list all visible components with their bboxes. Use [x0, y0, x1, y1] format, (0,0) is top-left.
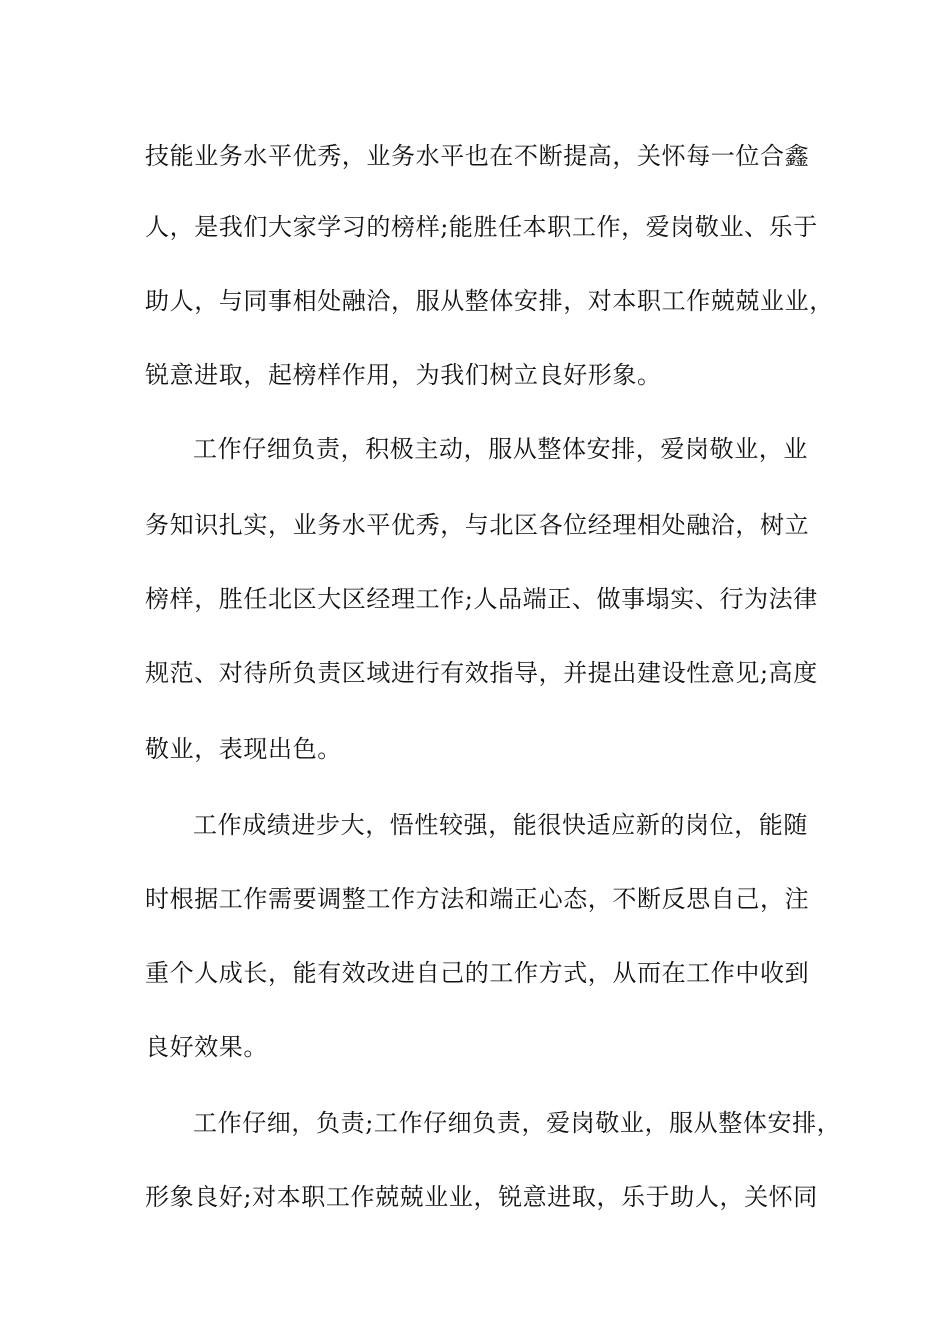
text-line: 人，是我们大家学习的榜样;能胜任本职工作，爱岗敬业、乐于 [145, 213, 818, 241]
paragraph-first-line: 工作仔细负责，积极主动，服从整体安排，爱岗敬业，业 [193, 435, 808, 463]
text-line: 技能业务水平优秀，业务水平也在不断提高，关怀每一位合鑫 [145, 142, 810, 170]
text-line: 助人，与同事相处融洽，服从整体安排，对本职工作兢兢业业， [145, 287, 834, 315]
text-line: 榜样，胜任北区大区经理工作;人品端正、做事塌实、行为法律 [145, 585, 818, 613]
text-line: 务知识扎实，业务水平优秀，与北区各位经理相处融洽，树立 [145, 511, 810, 539]
text-line: 锐意进取，起榜样作用，为我们树立良好形象。 [145, 361, 662, 389]
text-line: 规范、对待所负责区域进行有效指导，并提出建设性意见;高度 [145, 659, 818, 687]
text-line: 时根据工作需要调整工作方法和端正心态，不断反思自己，注 [145, 885, 810, 913]
paragraph-first-line: 工作仔细，负责;工作仔细负责，爱岗敬业，服从整体安排， [193, 1109, 842, 1137]
text-line: 敬业，表现出色。 [145, 735, 342, 763]
text-line: 形象良好;对本职工作兢兢业业，锐意进取，乐于助人，关怀同 [145, 1183, 818, 1211]
text-line: 良好效果。 [145, 1033, 268, 1061]
paragraph-first-line: 工作成绩进步大，悟性较强，能很快适应新的岗位，能随 [193, 811, 808, 839]
text-line: 重个人成长，能有效改进自己的工作方式，从而在工作中收到 [145, 959, 810, 987]
